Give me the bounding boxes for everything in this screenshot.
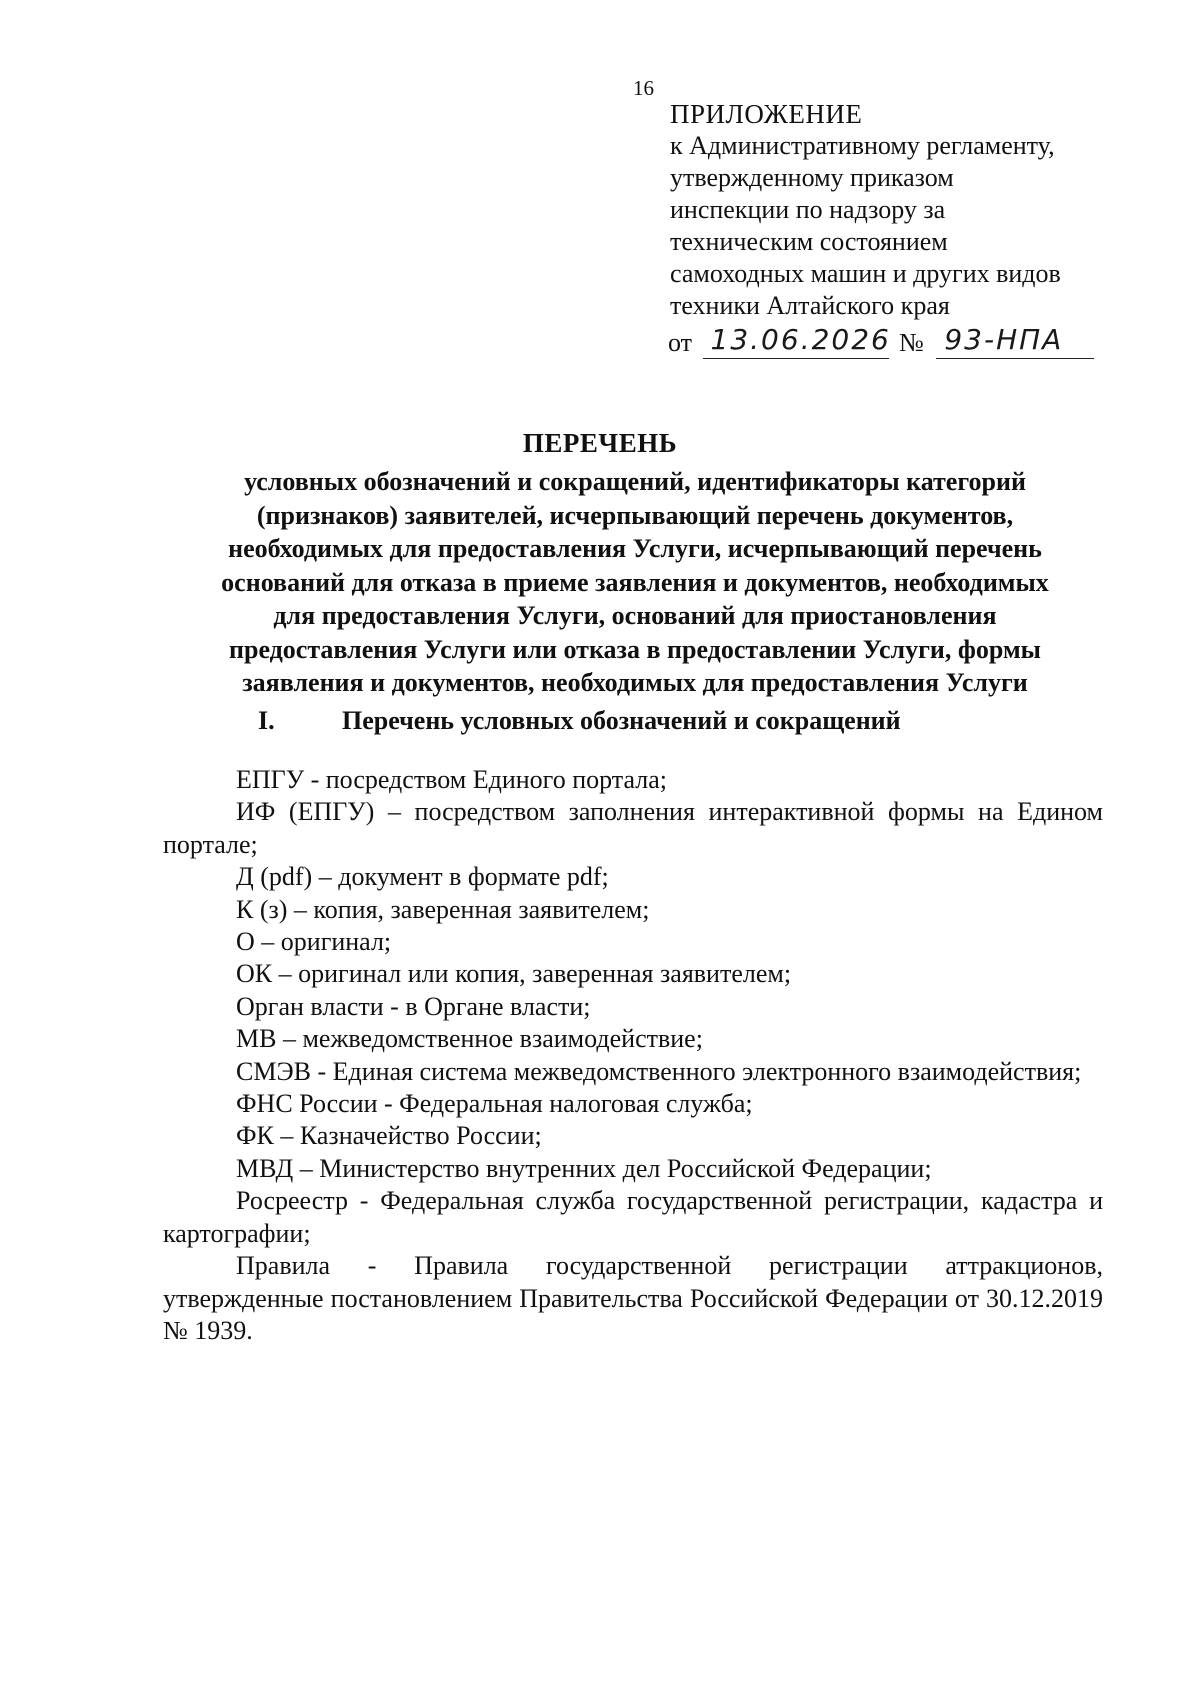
number-label: №: [899, 328, 924, 357]
appendix-title: ПРИЛОЖЕНИЕ: [670, 99, 863, 129]
definition-item: Д (pdf) – документ в формате pdf;: [236, 862, 609, 892]
appendix-line: самоходных машин и других видов: [670, 259, 1061, 288]
handwritten-number: 93-НПА: [944, 323, 1064, 356]
definition-item: ФНС России - Федеральная налоговая служба;: [236, 1089, 753, 1119]
subtitle-line: условных обозначений и сокращений, идентификаторы категорий: [244, 467, 1026, 496]
definition-item: ЕПГУ - посредством Единого портала;: [236, 765, 667, 794]
subtitle-line: (признаков) заявителей, исчерпывающий перечень документов,: [256, 500, 1014, 530]
definitions-list: [163, 764, 1103, 1347]
definition-item: МВ – межведомственное взаимодействие;: [236, 1024, 703, 1054]
order-number-field: [936, 323, 1094, 359]
appendix-line: техническим состоянием: [670, 227, 948, 256]
section-heading: [258, 706, 901, 736]
appendix-line: техники Алтайского края: [670, 291, 950, 320]
order-date-field: [703, 323, 891, 359]
page-number: 16: [633, 76, 654, 100]
appendix-line: утвержденному приказом: [670, 163, 954, 192]
from-label: от: [668, 328, 693, 357]
handwritten-date: 13.06.2026: [710, 323, 891, 356]
definition-item: К (з) – копия, заверенная заявителем;: [236, 894, 650, 924]
subtitle-line: заявления и документов, необходимых для предоставления Услуги: [242, 668, 1028, 697]
definition-item: Правила - Правила государственной регистрации аттракционов, утвержденные постановлением Правительства Российской Федерации от 30.12.2019 № 1939.: [163, 1251, 1103, 1345]
document-subtitle: [170, 465, 1100, 700]
order-date-number-row: [668, 323, 1094, 359]
definition-item: СМЭВ - Единая система межведомственного электронного взаимодействия;: [236, 1056, 1082, 1086]
subtitle-line: предоставления Услуги или отказа в предоставлении Услуги, формы: [229, 634, 1041, 664]
definition-item: ИФ (ЕПГУ) – посредством заполнения интерактивной формы на Едином портале;: [163, 797, 1103, 859]
definition-item: ФК – Казначейство России;: [236, 1121, 542, 1151]
section-title: Перечень условных обозначений и сокращений: [342, 706, 901, 735]
definition-item: Росреестр - Федеральная служба государственной регистрации, кадастра и картографии;: [163, 1186, 1103, 1248]
definition-item: Орган власти - в Органе власти;: [236, 991, 591, 1021]
definition-item: ОК – оригинал или копия, заверенная заявителем;: [236, 959, 792, 989]
subtitle-line: необходимых для предоставления Услуги, исчерпывающий перечень: [228, 534, 1042, 563]
subtitle-line: для предоставления Услуги, оснований для приостановления: [273, 601, 997, 630]
definition-item: О – оригинал;: [236, 927, 392, 957]
appendix-block: [670, 98, 1130, 322]
section-number: I.: [258, 706, 275, 735]
definition-item: МВД – Министерство внутренних дел Российской Федерации;: [236, 1153, 932, 1183]
document-title: ПЕРЕЧЕНЬ: [522, 428, 678, 458]
subtitle-line: оснований для отказа в приеме заявления и документов, необходимых: [221, 567, 1049, 597]
appendix-line: инспекции по надзору за: [670, 195, 946, 224]
appendix-line: к Административному регламенту,: [670, 131, 1055, 160]
